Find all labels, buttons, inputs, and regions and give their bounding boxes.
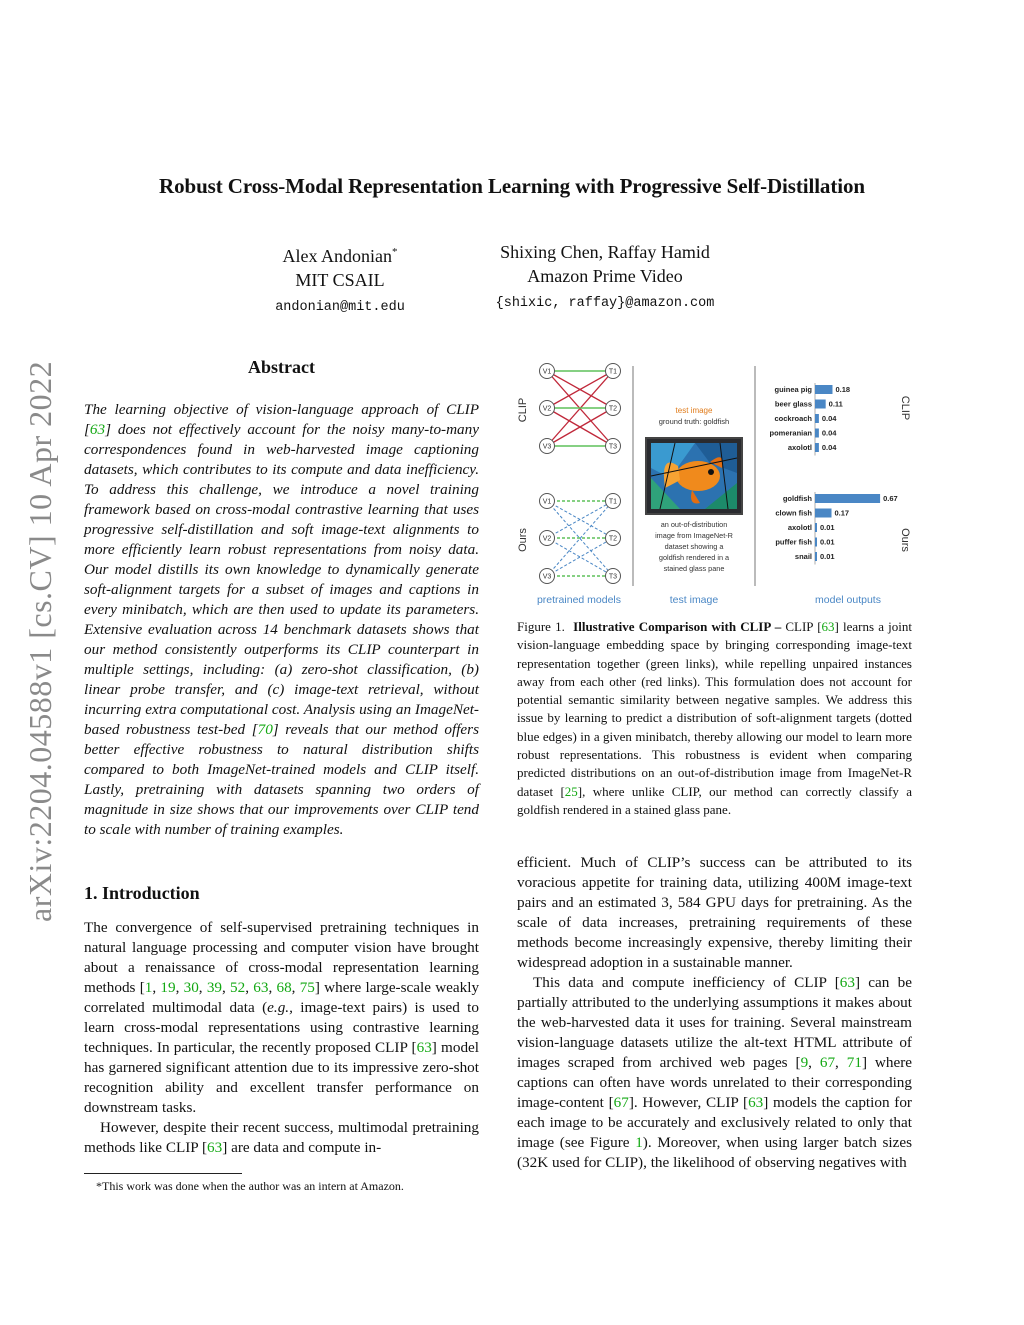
- bar-category-label: cockroach: [774, 414, 812, 423]
- clip-graph: [547, 371, 613, 446]
- bar: [815, 538, 817, 547]
- test-image-label: test image: [675, 406, 713, 415]
- bar-category-label: axolotl: [787, 443, 812, 452]
- text-run: ,: [198, 979, 207, 996]
- chart-title-clip: CLIP: [899, 395, 911, 421]
- image-description-line: image from ImageNet-R: [655, 531, 733, 540]
- caption-label: Figure 1.: [517, 619, 565, 634]
- bar-value-label: 0.04: [821, 428, 837, 438]
- text-run: ,: [152, 979, 161, 996]
- text-run-italic: e.g.,: [267, 999, 293, 1016]
- chart-title-ours: Ours: [899, 528, 911, 552]
- bar-category-label: guinea pig: [774, 385, 812, 394]
- vision-node-label: V3: [542, 443, 552, 451]
- paper-title: Robust Cross-Modal Representation Learning with Progressive Self-Distillation: [159, 174, 865, 198]
- bar: [815, 429, 819, 438]
- bar: [815, 509, 832, 518]
- citation-link[interactable]: 52: [230, 979, 246, 996]
- bar: [815, 400, 826, 409]
- bar: [815, 443, 819, 452]
- right-column-body: [517, 853, 912, 1173]
- text-run: ] model has garnered significant attention due to its impressive zero-shot recognition ability and excellent transfer performance on downstream tasks.: [84, 1039, 479, 1116]
- citation-link[interactable]: 71: [846, 1054, 862, 1071]
- abstract-text: [84, 400, 479, 840]
- vision-node-label: V1: [542, 368, 552, 376]
- text-run: ] where large-scale weakly correlated multimodal data (: [84, 979, 480, 1016]
- text-run: ,: [291, 979, 300, 996]
- vision-node-label: V2: [542, 405, 552, 413]
- caption-text: ] learns a joint vision-language embedding space by bringing corresponding image-text representation together (green links), while repelling unpaired instances away from each other (red links). This formulation does not account for potential semantic similarity between negative samples. We address this issue by learning to predict a distribution of soft-alignment targets (dotted blue edges) in a given minibatch, thereby allowing our model to learn more robust representations. This robustness is evident when comparing predicted distributions on an out-of-distribution image from ImageNet-R dataset [: [517, 619, 912, 799]
- caption-text: ], where unlike CLIP, our method can correctly classify a goldfish rendered in a stained glass pane.: [517, 783, 912, 817]
- section-heading-introduction: 1. Introduction: [84, 883, 200, 903]
- text-run: The convergence of self-supervised pretraining techniques in natural language processing and computer vision have brought about a renaissance of cross-modal representation learning methods [: [84, 919, 479, 996]
- abstract-heading: Abstract: [248, 357, 315, 377]
- bar-category-label: puffer fish: [775, 537, 812, 547]
- citation-link[interactable]: 30: [183, 979, 199, 996]
- image-description-line: an out-of-distribution: [660, 520, 728, 529]
- citation-link[interactable]: 1: [635, 1134, 643, 1151]
- bar-value-label: 0.01: [820, 552, 835, 561]
- bar-value-label: 0.11: [828, 399, 843, 409]
- bar: [815, 494, 880, 503]
- author-mark: *: [392, 246, 398, 258]
- citation-link[interactable]: 67: [613, 1094, 629, 1111]
- author-email: andonian@mit.edu: [275, 300, 405, 315]
- text-run: image-text pairs) is used to learn cross-modal representations using contrastive learning techniques. In particular, the recently proposed CLIP [: [84, 999, 479, 1056]
- image-description-line: goldfish rendered in a: [658, 553, 730, 562]
- figure-1-graphic: [510, 358, 915, 610]
- footnote-rule: [84, 1173, 242, 1174]
- abstract-text-part: The learning objective of vision-language approach of CLIP [: [84, 401, 479, 438]
- author-affiliation: MIT CSAIL: [295, 270, 385, 290]
- bar-category-label: beer glass: [774, 399, 812, 409]
- body-paragraph: [517, 853, 912, 973]
- bar-value-label: 0.67: [883, 494, 898, 503]
- citation-link[interactable]: 70: [257, 721, 273, 738]
- caption-text: CLIP [: [781, 619, 822, 634]
- citation-link[interactable]: 63: [253, 979, 269, 996]
- ours-output-chart: [775, 492, 897, 565]
- bar-category-label: axolotl: [787, 523, 812, 532]
- text-run: ,: [835, 1054, 847, 1071]
- citation-link[interactable]: 1: [144, 979, 153, 996]
- caption-title: Illustrative Comparison with CLIP –: [573, 619, 782, 634]
- bar-value-label: 0.04: [821, 414, 837, 423]
- body-paragraph: [517, 973, 912, 1173]
- goldfish-stained-glass-image: [646, 438, 742, 514]
- citation-link[interactable]: 75: [299, 979, 315, 996]
- text-run: ]. However, CLIP [: [628, 1094, 749, 1111]
- citation-link[interactable]: 39: [206, 979, 222, 996]
- image-description-line: dataset showing a: [664, 542, 724, 551]
- author-name: Alex Andonian: [282, 246, 392, 266]
- bar-category-label: pomeranian: [769, 428, 812, 438]
- citation-link[interactable]: 63: [821, 619, 835, 634]
- text-node-label: T1: [608, 498, 618, 506]
- text-node-label: T2: [608, 405, 618, 413]
- clip-output-chart: [769, 383, 850, 456]
- intro-paragraph-2: [84, 1118, 479, 1158]
- ours-graph: [547, 501, 613, 576]
- text-run: ] are data and compute in-: [222, 1139, 382, 1156]
- vision-node-label: V3: [542, 573, 552, 581]
- bar-category-label: snail: [794, 552, 812, 561]
- citation-link[interactable]: 63: [416, 1039, 432, 1056]
- citation-link[interactable]: 68: [276, 979, 292, 996]
- bar: [815, 385, 832, 394]
- bar-value-label: 0.17: [834, 508, 850, 518]
- author-block-1: [240, 240, 440, 320]
- text-run: ,: [245, 979, 254, 996]
- text-run: ] models the caption for each image to be accurately and exclusively related to only that image (see Figure: [517, 1094, 912, 1151]
- citation-link[interactable]: 25: [564, 783, 578, 799]
- author-email: {shixic, raffay}@amazon.com: [495, 296, 715, 311]
- text-node-label: T3: [608, 573, 618, 581]
- text-node-label: T1: [608, 368, 618, 376]
- figure-1-caption: [517, 618, 912, 819]
- author-name: Shixing Chen, Raffay Hamid: [500, 242, 710, 262]
- label-model-outputs: model outputs: [815, 594, 881, 606]
- bar: [815, 414, 819, 423]
- vision-node-label: V2: [542, 535, 552, 543]
- text-run: ,: [808, 1054, 820, 1071]
- text-run: ] where captions can often have words unrelated to their corresponding image-content [: [517, 1054, 912, 1111]
- author-affiliation: Amazon Prime Video: [527, 266, 683, 286]
- text-run: ,: [175, 979, 184, 996]
- text-run: ). Moreover, when using larger batch sizes (32K used for CLIP), the likelihood of observing negatives with: [517, 1134, 912, 1171]
- citation-link[interactable]: 63: [207, 1139, 223, 1156]
- bar-category-label: goldfish: [782, 494, 812, 503]
- label-pretrained-models: pretrained models: [536, 594, 622, 606]
- bar-value-label: 0.04: [821, 443, 837, 452]
- row-label-clip: CLIP: [517, 397, 529, 423]
- arxiv-stamp: arXiv:2204.04588v1 [cs.CV] 10 Apr 2022: [22, 360, 58, 922]
- intro-body: [84, 918, 479, 1158]
- bar: [815, 552, 817, 561]
- vision-node-label: V1: [542, 498, 552, 506]
- text-run: ,: [268, 979, 277, 996]
- text-run: This data and compute inefficiency of CLIP [: [533, 974, 840, 991]
- abstract-text-part: ] reveals that our method offers better effective robustness to natural distribution shifts compared to both ImageNet-trained models and CLIP itself. Lastly, pretraining with datasets spanning two orders of magnitude in size shows that our improvements over CLIP tend to scale with number of training examples.: [84, 721, 479, 838]
- bar-value-label: 0.01: [820, 537, 835, 547]
- ground-truth-label: ground truth: goldfish: [658, 417, 730, 426]
- citation-link[interactable]: 63: [748, 1094, 764, 1111]
- citation-link[interactable]: 9: [800, 1054, 809, 1071]
- intro-paragraph-1: [84, 918, 479, 1118]
- citation-link[interactable]: 67: [819, 1054, 836, 1071]
- bar: [815, 523, 817, 532]
- author-block-2: [460, 240, 750, 316]
- footnote: *This work was done when the author was an intern at Amazon.: [96, 1179, 404, 1193]
- bar-value-label: 0.18: [835, 385, 851, 394]
- text-run: efficient. Much of CLIP’s success can be attributed to its voracious appetite for training data, utilizing 400M image-text pairs and an estimated 3, 584 GPU days for pretraining. As the scale of data increases, pretraining requirements of these methods become increasingly expensive, thereby limiting their widespread adoption in a sustainable manner.: [517, 854, 912, 971]
- row-label-ours: Ours: [517, 528, 529, 552]
- image-description-line: stained glass pane: [663, 564, 725, 573]
- text-run: ] can be partially attributed to the underlying assumptions it makes about the web-harvested data it uses for training. Several mainstream vision-language datasets utilize the alt-text HTML attribute of images scraped from archived web pages [: [517, 974, 912, 1071]
- citation-link[interactable]: 63: [839, 974, 855, 991]
- text-node-label: T2: [608, 535, 618, 543]
- text-run: However, despite their recent success, multimodal pretraining methods like CLIP [: [84, 1119, 479, 1156]
- label-test-image: test image: [669, 594, 719, 606]
- citation-link[interactable]: 19: [160, 979, 176, 996]
- text-run: ,: [222, 979, 231, 996]
- text-node-label: T3: [608, 443, 618, 451]
- abstract-text-part: ] does not effectively account for the noisy many-to-many correspondences found in web-harvested image captioning datasets, which contributes to its compute and data inefficiency. To address this challenge, we introduce a novel training framework based on cross-modal contrastive learning that uses progressive self-distillation and soft image-text alignments to more efficiently learn robust representations from noisy data. Our model distills its own knowledge to dynamically generate soft-alignment targets for a subset of images and captions in every minibatch, which are then used to update its parameters. Extensive evaluation across 14 benchmark datasets shows that our method consistently outperforms its CLIP counterpart in multiple settings, including: (a) zero-shot classification, (b) linear probe transfer, and (c) image-text retrieval, without incurring extra computational cost. Analysis using an ImageNet-based robustness test-bed [: [84, 421, 479, 738]
- bar-value-label: 0.01: [820, 523, 835, 532]
- citation-link[interactable]: 63: [89, 421, 106, 438]
- bar-category-label: clown fish: [775, 508, 812, 518]
